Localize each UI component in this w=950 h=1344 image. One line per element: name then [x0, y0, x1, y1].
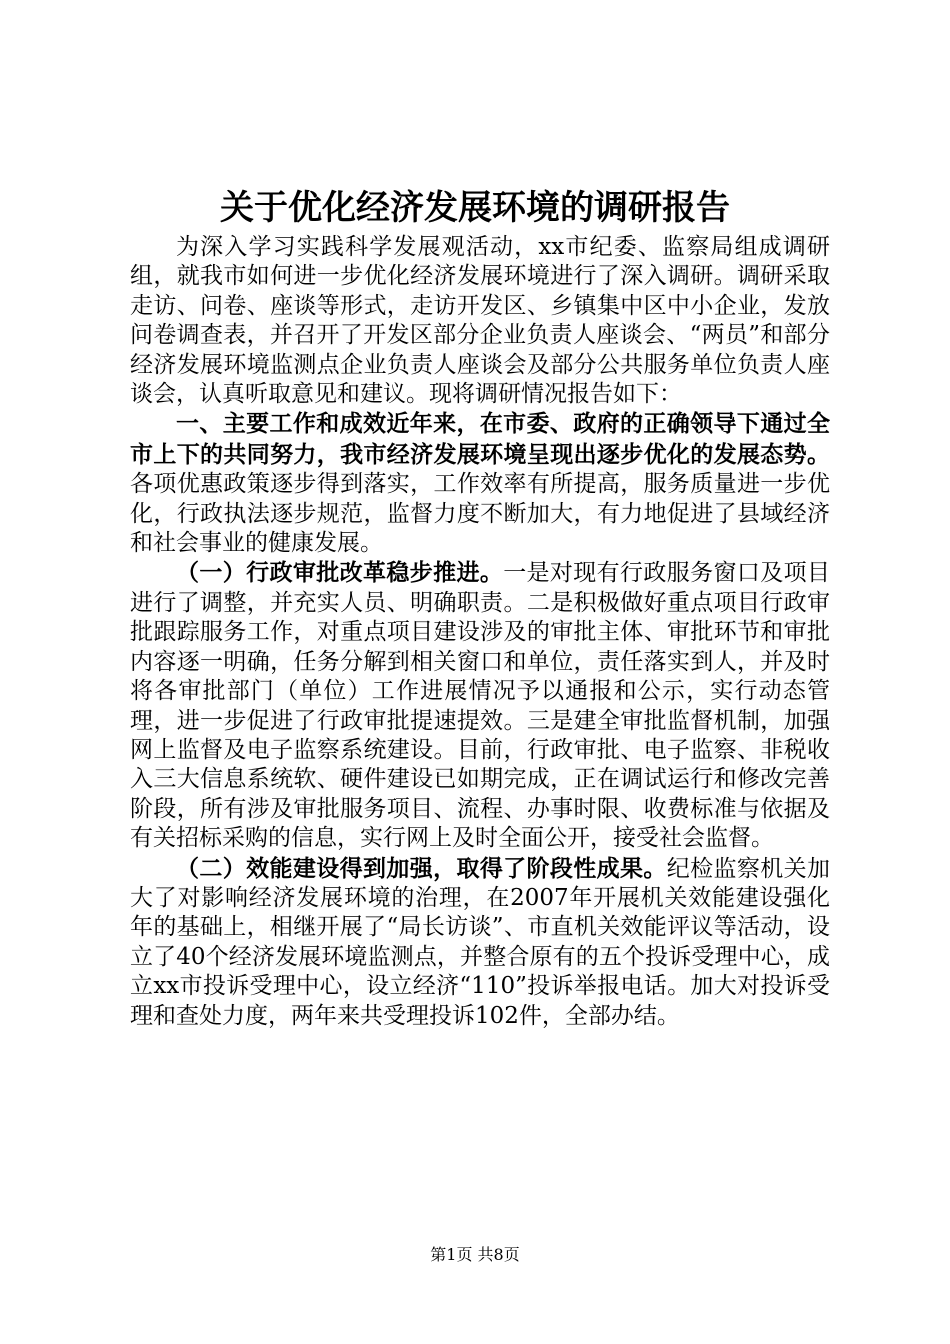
paragraph-section-1	[130, 409, 830, 558]
subsection-1-text: 一是对现有行政服务窗口及项目进行了调整，并充实人员、明确职责。二是积极做好重点项目行政审批跟踪服务工作，对重点项目建设涉及的审批主体、审批环节和审批内容逐一明确，任务分解到相关窗口和单位，责任落实到人，并及时将各审批部门（单位）工作进展情况予以通报和公示，实行动态管理，进一步促进了行政审批提速提效。三是建全审批监督机制，加强网上监督及电子监察系统建设。目前，行政审批、电子监察、非税收入三大信息系统软、硬件建设已如期完成，正在调试运行和修改完善阶段，所有涉及审批服务项目、流程、办事时限、收费标准与依据及有关招标采购的信息，实行网上及时全面公开，接受社会监督。	[130, 560, 831, 852]
subsection-2-text: 纪检监察机关加大了对影响经济发展环境的治理，在2007年开展机关效能建设强化年的基础上，相继开展了“局长访谈”、市直机关效能评议等活动，设立了40个经济发展环境监测点，并整合原有的五个投诉受理中心，成立xx市投诉受理中心，设立经济“110”投诉举报电话。加大对投诉受理和查处力度，两年来共受理投诉102件，全部办结。	[130, 855, 831, 1029]
page-number-footer: 第1页 共8页	[430, 1245, 520, 1264]
paragraph-subsection-2	[130, 854, 830, 1031]
subsection-2-heading: （二）效能建设得到加强，取得了阶段性成果。	[176, 854, 667, 882]
paragraph-subsection-1	[130, 558, 830, 853]
subsection-1-heading: （一）行政审批改革稳步推进。	[176, 559, 504, 587]
paragraph-intro	[130, 233, 830, 409]
document-title: 关于优化经济发展环境的调研报告	[220, 188, 730, 228]
document-body	[130, 233, 830, 1031]
section-1-heading: 一、主要工作和成效近年来，在市委、政府的正确领导下通过全市上下的共同努力，我市经济发展环境呈现出逐步优化的发展态势。	[130, 410, 830, 468]
section-1-text: 各项优惠政策逐步得到落实，工作效率有所提高，服务质量进一步优化，行政执法逐步规范，监督力度不断加大，有力地促进了县域经济和社会事业的健康发展。	[130, 471, 830, 557]
paragraph-intro-text: 为深入学习实践科学发展观活动，xx市纪委、监察局组成调研组，就我市如何进一步优化经济发展环境进行了深入调研。调研采取走访、问卷、座谈等形式，走访开发区、乡镇集中区中小企业，发放问卷调查表，并召开了开发区部分企业负责人座谈会、“两员”和部分经济发展环境监测点企业负责人座谈会及部分公共服务单位负责人座谈会，认真听取意见和建议。现将调研情况报告如下：	[130, 234, 830, 408]
